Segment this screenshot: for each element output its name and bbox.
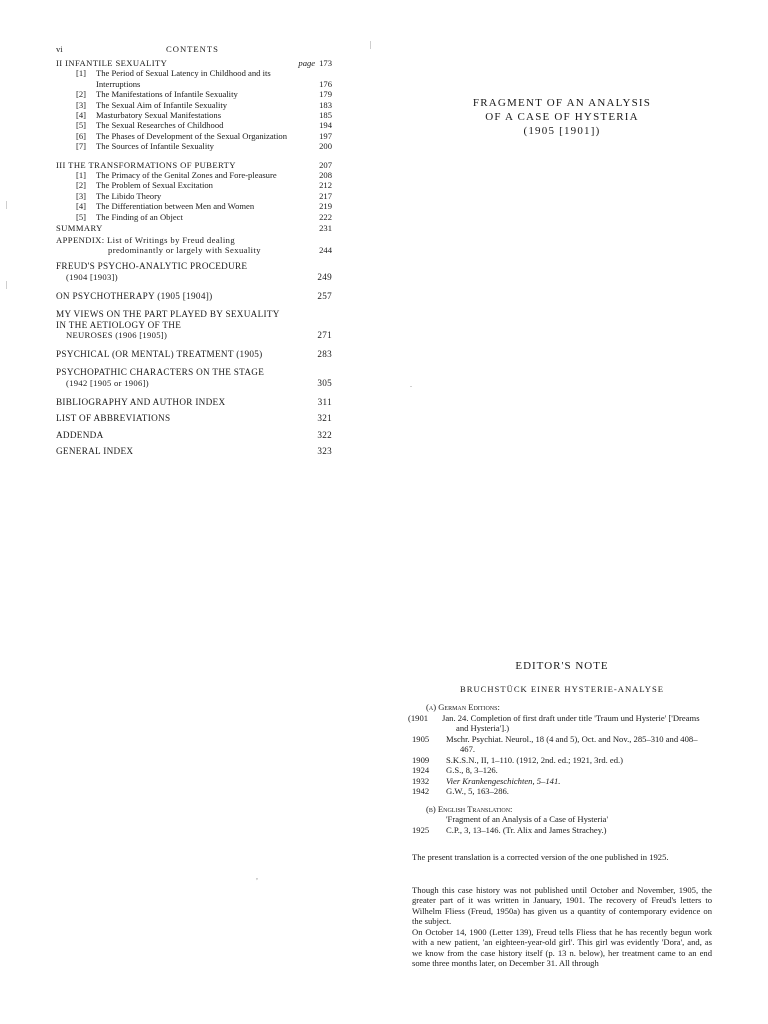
- toc-item: [4] The Differentiation between Men and Women 219: [76, 201, 332, 212]
- contents-title: CONTENTS: [166, 44, 219, 54]
- toc-item: [4] Masturbatory Sexual Manifestations 185: [76, 110, 332, 121]
- toc-item: [7] The Sources of Infantile Sexuality 200: [76, 141, 332, 152]
- toc-item: [1] The Primacy of the Genital Zones and Fore-pleasure 208: [76, 170, 332, 181]
- margin-mark: |: [370, 40, 372, 49]
- margin-mark: |: [6, 200, 8, 209]
- translation-row: 'Fragment of an Analysis of a Case of Hysteria': [446, 814, 609, 824]
- toc-entry: PSYCHOPATHIC CHARACTERS ON THE STAGE (1942 [1905 or 1906]) 305: [56, 367, 332, 389]
- toc-entry: FREUD'S PSYCHO-ANALYTIC PROCEDURE (1904 [1903]) 249: [56, 261, 332, 282]
- toc-item: [6] The Phases of Development of the Sexual Organization 197: [76, 130, 332, 141]
- margin-mark: .: [410, 380, 412, 389]
- toc-part-page: 207: [319, 159, 332, 170]
- toc-entry: LIST OF ABBREVIATIONS 321: [56, 413, 332, 424]
- running-head: [56, 44, 332, 57]
- toc-item: [5] The Finding of an Object 222: [76, 211, 332, 222]
- page-number: vi: [56, 44, 63, 54]
- edition-row: (1901 Jan. 24. Completion of first draft under title 'Traum und Hysterie' ['Dreams and Hysteria'].): [408, 712, 700, 733]
- toc-part-page: page 173: [298, 58, 332, 68]
- english-translation-heading: (b) English Translation:: [426, 803, 513, 814]
- contents-page: [56, 44, 332, 457]
- toc-entry: GENERAL INDEX 323: [56, 446, 332, 457]
- body-paragraph: Though this case history was not published until October and November, 1905, the greater part of it was written in January, 1901. The recovery of Freud's letters to Wilhelm Fliess (Freud, 1950a) has given us a quantity of contemporary evidence on the subject.: [412, 884, 712, 926]
- toc-item: [1] The Period of Sexual Latency in Childhood and its Interruptions 176: [76, 68, 332, 89]
- toc-entry: ON PSYCHOTHERAPY (1905 [1904]) 257: [56, 290, 332, 301]
- margin-mark: |: [6, 280, 8, 289]
- edition-row: 1905 Mschr. Psychiat. Neurol., 18 (4 and 5), Oct. and Nov., 285–310 and 408–467.: [412, 733, 698, 754]
- translation-row: 1925 C.P., 3, 13–146. (Tr. Alix and James Strachey.): [412, 824, 607, 835]
- toc-part-label: II INFANTILE SEXUALITY: [56, 58, 168, 68]
- german-title: BRUCHSTÜCK EINER HYSTERIE-ANALYSE: [459, 684, 664, 694]
- edition-row: 1909 S.K.S.N., II, 1–110. (1912, 2nd. ed.; 1921, 3rd. ed.): [412, 754, 624, 765]
- toc-part-3: [56, 160, 332, 170]
- page-word: page: [298, 58, 316, 68]
- paper-title: FRAGMENT OF AN ANALYSIS OF A CASE OF HYSTERIA (1905 [1901]): [472, 97, 652, 137]
- toc-part-label: III THE TRANSFORMATIONS OF PUBERTY: [56, 159, 236, 170]
- toc-summary: SUMMARY 231: [56, 223, 332, 234]
- body-paragraph: On October 14, 1900 (Letter 139), Freud tells Fliess that he has recently begun work with a new patient, 'an eighteen-year-old girl'. This girl was evidently 'Dora', and, as we know from the case history itself (p. 13 n. below), her treatment came to an end some three months later, on December 31. All through: [412, 926, 712, 968]
- german-editions-heading: (a) German Editions:: [426, 702, 500, 712]
- edition-row: 1932 Vier Krankengeschichten, 5–141.: [412, 775, 561, 786]
- toc-entry: PSYCHICAL (OR MENTAL) TREATMENT (1905) 283: [56, 348, 332, 359]
- toc-item: [3] The Libido Theory 217: [76, 190, 332, 201]
- toc-item: [3] The Sexual Aim of Infantile Sexuality 183: [76, 99, 332, 110]
- margin-mark: ,: [256, 872, 258, 881]
- toc-item: [2] The Problem of Sexual Excitation 212: [76, 180, 332, 191]
- toc-appendix: APPENDIX: List of Writings by Freud dealing predominantly or largely with Sexuality 244: [56, 234, 332, 255]
- editors-note-heading: EDITOR'S NOTE: [515, 660, 609, 672]
- toc-item: [5] The Sexual Researches of Childhood 194: [76, 120, 332, 131]
- toc-entry: BIBLIOGRAPHY AND AUTHOR INDEX 311: [56, 396, 332, 407]
- toc-part-2: [56, 58, 332, 68]
- editors-note-body: [408, 702, 712, 969]
- toc-entry: MY VIEWS ON THE PART PLAYED BY SEXUALITY IN THE AETIOLOGY OF THE NEUROSES (1906 [1905]) 271: [56, 309, 332, 341]
- edition-row: 1942 G.W., 5, 163–286.: [412, 786, 509, 796]
- edition-row: 1924 G.S., 8, 3–126.: [412, 765, 498, 775]
- toc-item: [2] The Manifestations of Infantile Sexuality 179: [76, 89, 332, 100]
- toc-entry: ADDENDA 322: [56, 429, 332, 440]
- text-page: [408, 0, 712, 1024]
- body-paragraph: The present translation is a corrected version of the one published in 1925.: [412, 852, 669, 862]
